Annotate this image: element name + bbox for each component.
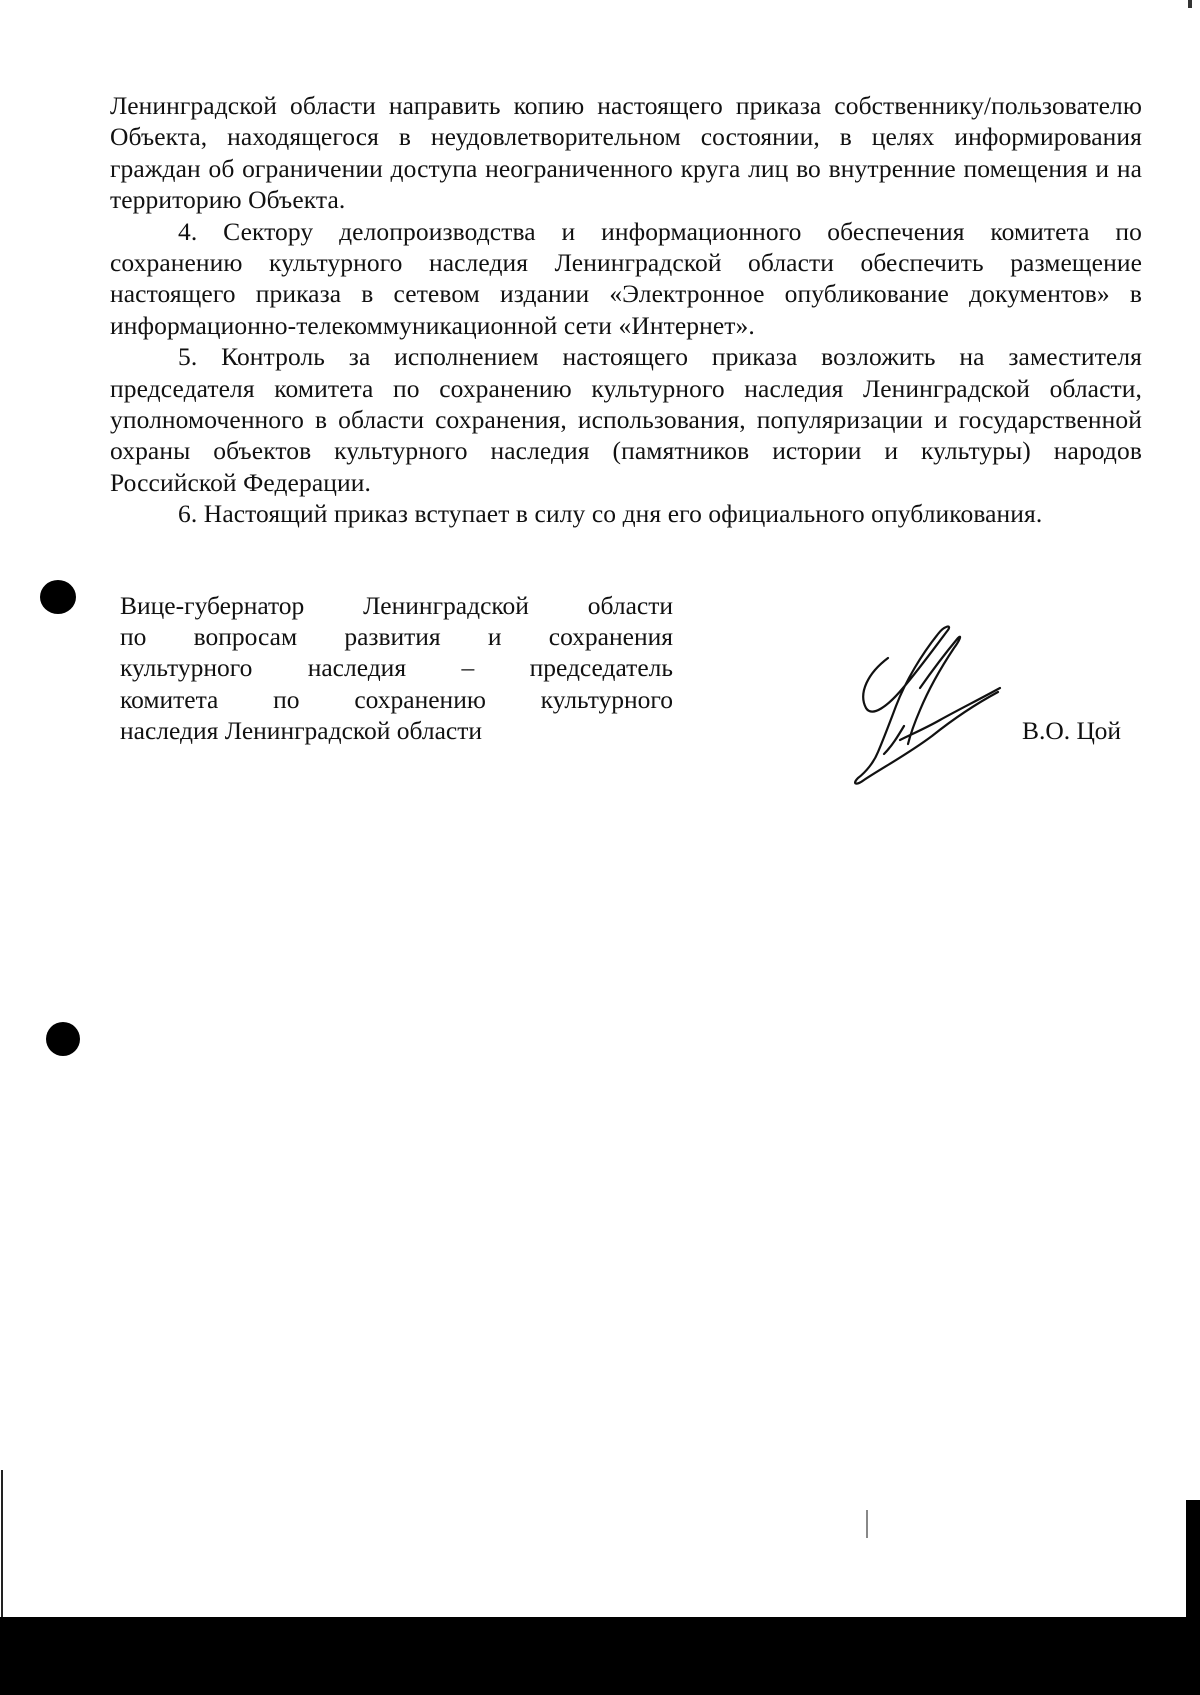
signatory-position-line: комитета по сохранению культурного <box>120 684 673 714</box>
scan-edge-artifact <box>1188 0 1192 8</box>
scan-edge-artifact <box>0 1617 1200 1695</box>
scan-edge-artifact <box>1 1470 3 1620</box>
signatory-position-line: наследия Ленинградской области <box>120 715 483 745</box>
order-body-text <box>110 90 1142 530</box>
signatory-position <box>120 590 673 746</box>
scan-edge-artifact <box>866 1510 868 1538</box>
signatory-position-line: по вопросам развития и сохранения <box>120 622 673 652</box>
punch-hole <box>40 580 76 614</box>
paragraph-continuation: Ленинградской области направить копию настоящего приказа собственнику/пользователю Объекта, находящегося в неудовлетворительном состоянии, в целях информирования граждан об ограничении доступа неограниченного круга лиц во внутренние помещения и на территорию Объекта. <box>110 91 1142 215</box>
signatory-name: В.О. Цой <box>1022 716 1122 745</box>
handwritten-signature <box>848 618 1008 790</box>
signatory-position-line: Вице-губернатор Ленинградской области <box>120 591 673 620</box>
paragraph-item-5: 5. Контроль за исполнением настоящего приказа возложить на заместителя председателя комитета по сохранению культурного наследия Ленинградской области, уполномоченного в области сохранения, использования, популяризации и государственной охраны объектов культурного наследия (памятников истории и культуры) народов Российской Федерации. <box>110 342 1142 497</box>
signatory-position-line: культурного наследия – председатель <box>120 653 673 683</box>
paragraph-item-6: 6. Настоящий приказ вступает в силу со дня его официального опубликования. <box>178 499 1043 529</box>
punch-hole <box>46 1022 80 1056</box>
paragraph-item-4: 4. Сектору делопроизводства и информационного обеспечения комитета по сохранению культурного наследия Ленинградской области обеспечить размещение настоящего приказа в сетевом издании «Электронное опубликование документов» в информационно-телекоммуникационной сети «Интернет». <box>110 216 1142 340</box>
